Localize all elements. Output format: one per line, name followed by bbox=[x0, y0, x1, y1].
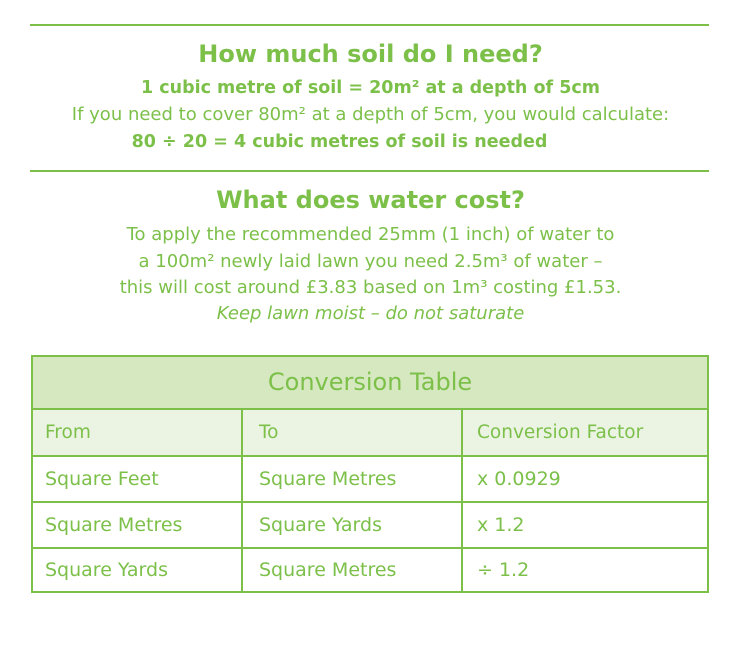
cell-to: Square Metres bbox=[241, 549, 461, 591]
cell-factor: x 1.2 bbox=[461, 503, 707, 547]
cell-from: Square Metres bbox=[45, 514, 183, 536]
table-row bbox=[33, 549, 707, 591]
cell-to: Square Yards bbox=[241, 503, 461, 547]
table-row bbox=[33, 503, 707, 549]
table-row bbox=[33, 457, 707, 503]
water-line-2: a 100m² newly laid lawn you need 2.5m³ of water – bbox=[138, 251, 603, 272]
header-conversion-factor: Conversion Factor bbox=[461, 410, 707, 455]
middle-divider bbox=[30, 170, 709, 172]
cell-from: Square Feet bbox=[45, 468, 159, 490]
cell-from: Square Yards bbox=[45, 559, 168, 581]
soil-line-3: 80 ÷ 20 = 4 cubic metres of soil is needed bbox=[131, 132, 548, 152]
cell-factor: x 0.0929 bbox=[461, 457, 707, 501]
conversion-table-title: Conversion Table bbox=[33, 357, 707, 410]
soil-line-2: If you need to cover 80m² at a depth of 5cm, you would calculate: bbox=[71, 104, 670, 125]
water-note: Keep lawn moist – do not saturate bbox=[216, 303, 525, 324]
cell-factor: ÷ 1.2 bbox=[461, 549, 707, 591]
soil-line-1: 1 cubic metre of soil = 20m² at a depth of 5cm bbox=[140, 78, 601, 98]
water-heading: What does water cost? bbox=[216, 186, 525, 214]
header-from: From bbox=[45, 422, 91, 443]
cell-to: Square Metres bbox=[241, 457, 461, 501]
water-line-3: this will cost around £3.83 based on 1m³ costing £1.53. bbox=[119, 277, 622, 298]
conversion-table bbox=[31, 355, 709, 593]
water-line-1: To apply the recommended 25mm (1 inch) of water to bbox=[126, 224, 615, 245]
header-to: To bbox=[241, 410, 461, 455]
soil-heading: How much soil do I need? bbox=[198, 40, 543, 68]
table-header-row bbox=[33, 410, 707, 457]
top-divider bbox=[30, 24, 709, 26]
